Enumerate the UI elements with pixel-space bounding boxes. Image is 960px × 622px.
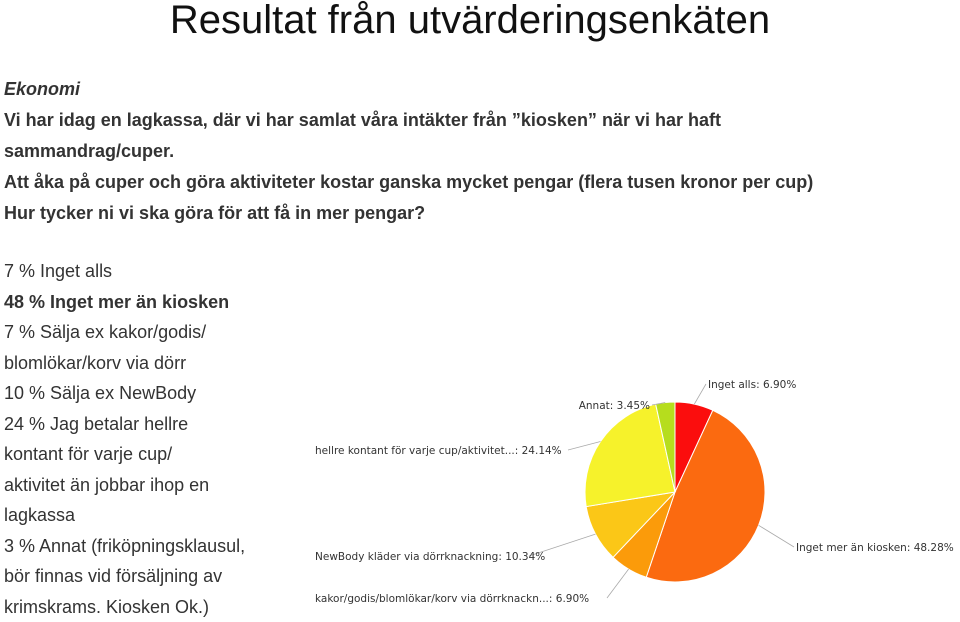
result-line: lagkassa [4, 505, 76, 525]
result-line: 10 % Sälja ex NewBody [4, 383, 197, 403]
pie-leader-line [759, 525, 794, 547]
result-line: 7 % Sälja ex kakor/godis/ [4, 322, 207, 342]
pie-slice-label: Annat: 3.45% [578, 400, 650, 412]
result-line: 48 % Inget mer än kiosken [4, 291, 230, 312]
pie-slice-label: NewBody kläder via dörrknackning: 10.34% [315, 551, 546, 563]
result-line: bör finnas vid försäljning av [4, 566, 223, 586]
result-line: 24 % Jag betalar hellre [4, 413, 189, 434]
pie-slice-label: Inget alls: 6.90% [708, 379, 797, 391]
result-line: krimskrams. Kiosken Ok.) [4, 596, 210, 617]
intro-line: Att åka på cuper och göra aktiviteter kostar ganska mycket pengar (flera tusen kronor per cup) [4, 172, 814, 192]
category-heading: Ekonomi [4, 79, 81, 99]
result-line: 7 % Inget alls [4, 261, 113, 281]
result-line: 3 % Annat (friköpningsklausul, [4, 535, 246, 556]
pie-leader-line [607, 569, 629, 598]
result-line: aktivitet än jobbar ihop en [4, 474, 210, 495]
page-title: Resultat från utvärderingsenkäten [169, 0, 771, 42]
pie-slice-label: hellre kontant för varje cup/aktivitet...: 24.14% [315, 445, 562, 457]
pie-chart [310, 370, 960, 615]
pie-slice-label: kakor/godis/blomlökar/korv via dörrknackn...: 6.90% [315, 593, 590, 605]
intro-line: Vi har idag en lagkassa, där vi har samlat våra intäkter från ”kiosken” när vi har haft [4, 110, 721, 130]
result-line: blomlökar/korv via dörr [4, 352, 187, 373]
intro-line: sammandrag/cuper. [4, 141, 175, 161]
intro-section [4, 74, 954, 229]
results-list [4, 256, 304, 622]
pie-slice-label: Inget mer än kiosken: 48.28% [796, 542, 954, 554]
pie-chart-svg [310, 370, 960, 615]
result-line: kontant för varje cup/ [4, 444, 173, 464]
question-line: Hur tycker ni vi ska göra för att få in mer pengar? [4, 203, 426, 223]
pie-leader-line [694, 384, 706, 404]
